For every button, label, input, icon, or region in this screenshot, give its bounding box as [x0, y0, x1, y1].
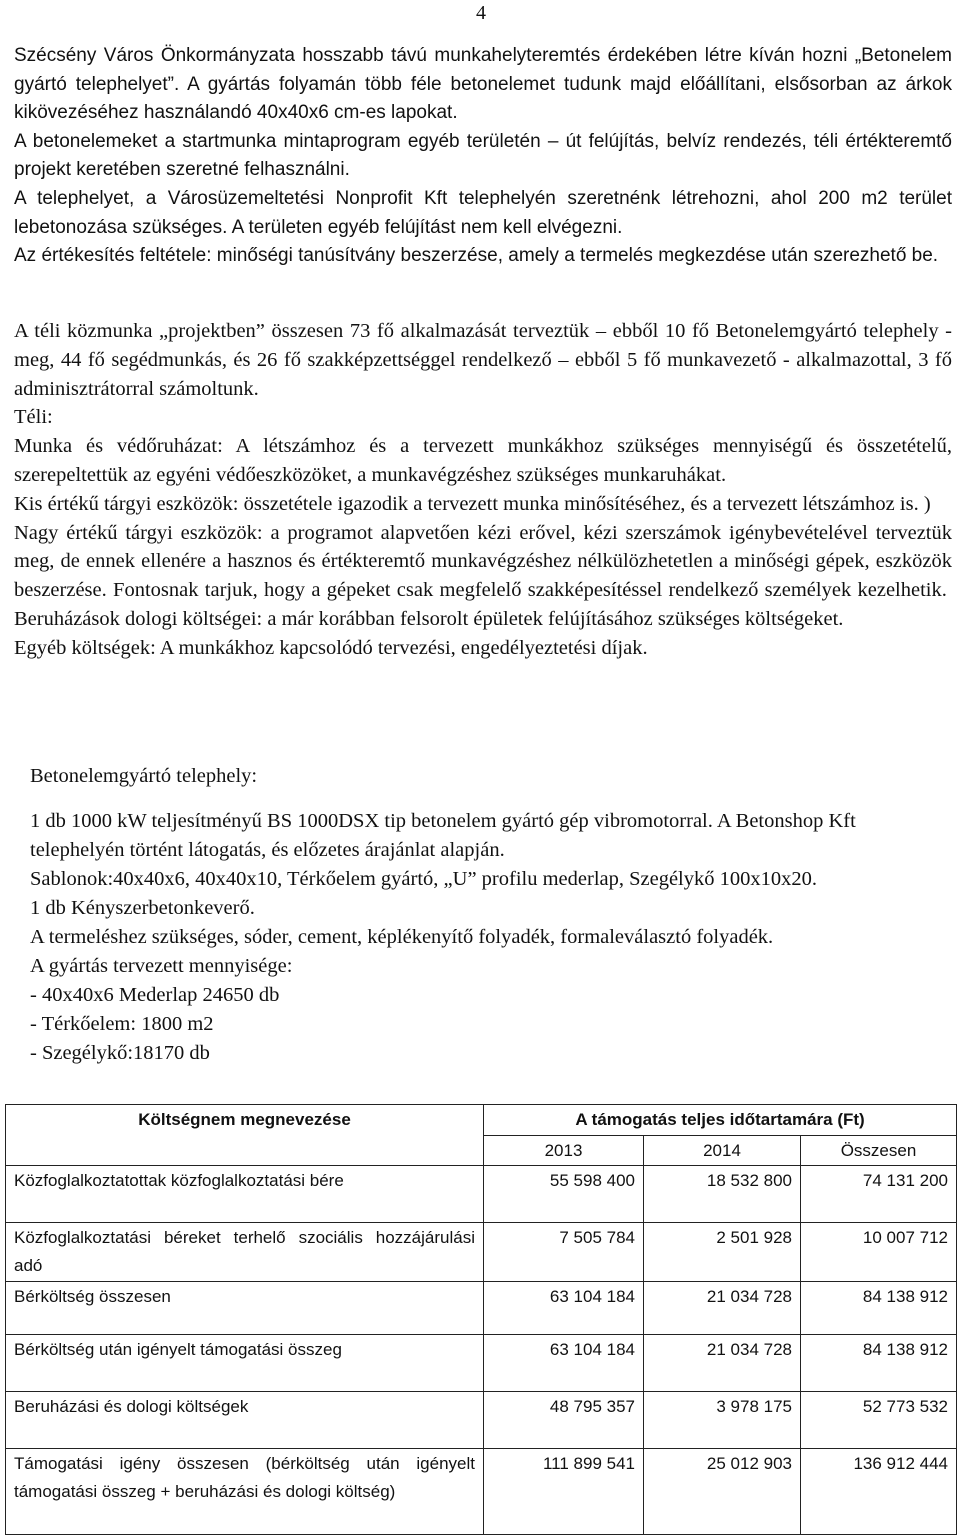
intro-paragraph: Az értékesítés feltétele: minőségi tanúsítvány beszerzése, amely a termelés megkezdése után szerezhető be.	[14, 245, 939, 267]
body-paragraph: Kis értékű tárgyi eszközök: összetétele igazodik a tervezett munka minősítéséhez, és a tervezett létszámhoz is. )	[14, 492, 931, 515]
cell-2014: 21 034 728	[644, 1282, 801, 1335]
plant-line: 1 db 1000 kW teljesítményű BS 1000DSX tip betonelem gyártó gép vibromotorral. A Betonshop Kft telephelyén történt látogatás, és előzetes árajánlat alapján.	[30, 810, 856, 861]
plant-line: 1 db Kényszerbetonkeverő.	[30, 897, 255, 919]
body-paragraph: Nagy értékű tárgyi eszközök: a programot alapvetően kézi erővel, kézi szerszámok igénybevételével terveztük meg, de ennek ellenére a hasznos és értékteremtő munkavégzéshez nélkülözhetetlen a minőségi gépek, eszközök beszerzése. Fontosnak tarjuk, hogy a gépeket csak megfelelő szakképesítéssel rendelkező személyek kezelhetik. Beruházások dologi költségei: a már korábban felsorolt épületek felújításához szükséges költségeket.	[14, 521, 952, 630]
body-paragraph: Téli:	[14, 406, 53, 429]
year-header: 2013	[484, 1136, 644, 1166]
plant-line: A termeléshez szükséges, sóder, cement, képlékenyítő folyadék, formaleválasztó folyadék.	[30, 926, 774, 948]
intro-section	[14, 42, 952, 271]
table-row	[6, 1223, 957, 1282]
cell-2013: 63 104 184	[484, 1335, 644, 1392]
table-row	[6, 1449, 957, 1535]
total-header: Összesen	[801, 1136, 957, 1166]
cell-2013: 111 899 541	[484, 1449, 644, 1535]
cell-2014: 21 034 728	[644, 1335, 801, 1392]
year-header: 2014	[644, 1136, 801, 1166]
cost-table	[5, 1104, 957, 1535]
body-paragraph: Munka és védőruházat: A létszámhoz és a tervezett munkákhoz szükséges mennyiségű és összetételű, szerepeltettük az egyéni védőeszközöket, a munkavégzéshez szükséges munkaruhákat.	[14, 435, 952, 486]
cell-total: 74 131 200	[801, 1166, 957, 1223]
row-label: Támogatási igény összesen (bérköltség után igényelt támogatási összeg + beruházási és dologi költség)	[6, 1449, 484, 1535]
body-section	[14, 317, 952, 663]
body-paragraph: A téli közmunka „projektben” összesen 73 fő alkalmazását terveztük – ebből 10 fő Betonelemgyártó telephely - meg, 44 fő segédmunkás, és 26 fő szakképzettséggel rendelkező – ebből 5 fő munkavezető - alkalmazottal, 3 fő adminisztrátorral számoltunk.	[14, 320, 952, 400]
plant-line: - 40x40x6 Mederlap 24650 db	[30, 984, 280, 1006]
page-number: 4	[476, 2, 486, 24]
cell-total: 136 912 444	[801, 1449, 957, 1535]
table-row	[6, 1335, 957, 1392]
period-header: A támogatás teljes időtartamára (Ft)	[484, 1105, 957, 1136]
intro-paragraph: Szécsény Város Önkormányzata hosszabb távú munkahelyteremtés érdekében létre kíván hozni „Betonelem gyártó telephelyet”. A gyártás folyamán több féle betonelemet tudunk majd előállítani, elsősorban az árkok kikövezéséhez használandó 40x40x6 cm-es lapokat.	[14, 45, 952, 124]
cost-type-header: Költségnem megnevezése	[6, 1105, 484, 1166]
cell-total: 10 007 712	[801, 1223, 957, 1282]
table-header-row	[6, 1105, 957, 1136]
row-label: Közfoglalkoztatottak közfoglalkoztatási bére	[6, 1166, 484, 1223]
plant-heading: Betonelemgyártó telephely:	[30, 765, 258, 787]
cell-2013: 7 505 784	[484, 1223, 644, 1282]
row-label: Bérköltség után igényelt támogatási összeg	[6, 1335, 484, 1392]
cell-total: 84 138 912	[801, 1282, 957, 1335]
cell-2014: 3 978 175	[644, 1392, 801, 1449]
intro-paragraph: A telephelyet, a Városüzemeltetési Nonprofit Kft telephelyén szeretnénk létrehozni, ahol 200 m2 terület lebetonozása szükséges. A területen egyéb felújítást nem kell elvégezni.	[14, 187, 952, 238]
cell-2014: 18 532 800	[644, 1166, 801, 1223]
table-row	[6, 1166, 957, 1223]
cell-2013: 48 795 357	[484, 1392, 644, 1449]
cell-total: 52 773 532	[801, 1392, 957, 1449]
plant-line: Sablonok:40x40x6, 40x40x10, Térkőelem gyártó, „U” profilu mederlap, Szegélykő 100x10x20.	[30, 868, 818, 890]
cell-2013: 55 598 400	[484, 1166, 644, 1223]
table-row	[6, 1282, 957, 1335]
cell-2013: 63 104 184	[484, 1282, 644, 1335]
plant-line: - Szegélykő:18170 db	[30, 1042, 210, 1064]
row-label: Bérköltség összesen	[6, 1282, 484, 1335]
cell-2014: 25 012 903	[644, 1449, 801, 1535]
cell-total: 84 138 912	[801, 1335, 957, 1392]
body-paragraph: Egyéb költségek: A munkákhoz kapcsolódó tervezési, engedélyeztetési díjak.	[14, 636, 648, 659]
intro-paragraph: A betonelemeket a startmunka mintaprogram egyéb területén – út felújítás, belvíz rendezés, téli értékteremtő projekt keretében szeretné felhasználni.	[14, 130, 952, 181]
plant-line: - Térkőelem: 1800 m2	[30, 1013, 214, 1035]
spacer	[30, 791, 950, 807]
plant-line: A gyártás tervezett mennyisége:	[30, 955, 293, 977]
row-label: Közfoglalkoztatási béreket terhelő szociális hozzájárulási adó	[6, 1223, 484, 1282]
plant-section	[30, 762, 950, 1068]
cell-2014: 2 501 928	[644, 1223, 801, 1282]
table-row	[6, 1392, 957, 1449]
row-label: Beruházási és dologi költségek	[6, 1392, 484, 1449]
